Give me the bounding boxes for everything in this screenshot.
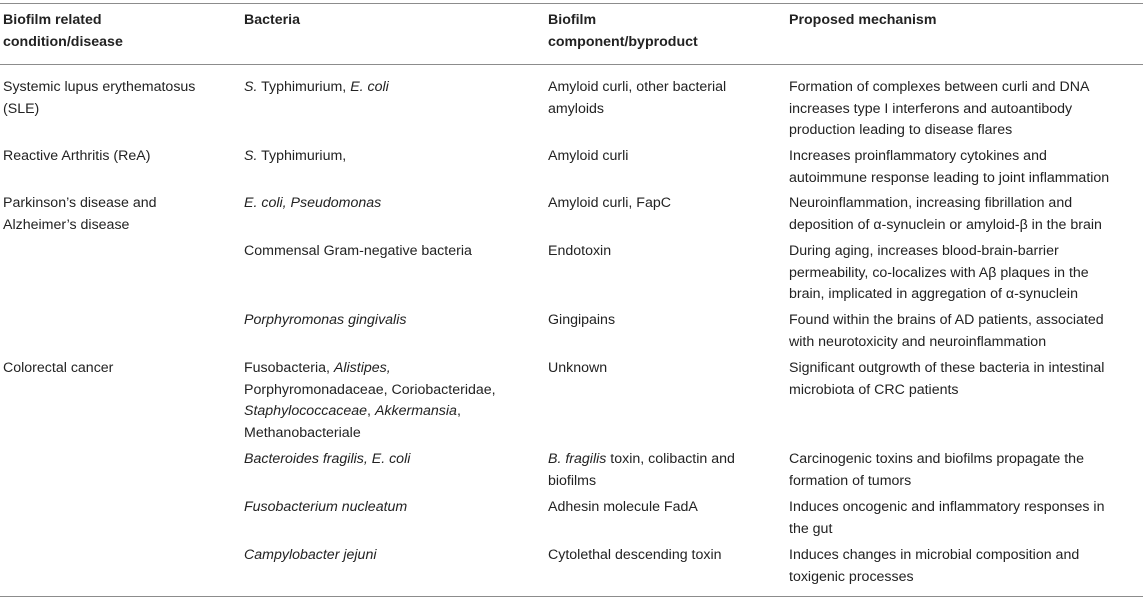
bacteria-cell [244, 310, 406, 332]
cell-line [548, 449, 735, 471]
text-run: Methanobacteriale [244, 424, 361, 441]
mechanism-line: toxigenic processes [789, 568, 914, 585]
cell-line [548, 193, 671, 215]
text-run: Amyloid curli, other bacterial [548, 79, 727, 95]
mechanism-line: Neuroinflammation, increasing fibrillation and [789, 195, 1073, 211]
mechanism-line: Formation of complexes between curli and DNA [789, 79, 1090, 95]
italic-text: E. coli [350, 79, 389, 95]
mechanism-line: increases type I interferons and autoantibody [789, 100, 1073, 117]
cell-line [548, 358, 607, 380]
mechanism-line: Increases proinflammatory cytokines and [789, 148, 1047, 164]
cell-line [244, 497, 407, 519]
mechanism-cell [789, 449, 1084, 492]
cell-line [548, 77, 726, 99]
table-header-rule [0, 64, 1143, 65]
condition-line: (SLE) [3, 100, 40, 117]
mechanism-line: with neurotoxicity and neuroinflammation [789, 333, 1047, 350]
italic-text: Porphyromonas gingivalis [244, 312, 407, 328]
italic-text: Staphylococcaceae [244, 403, 368, 419]
bacteria-cell [244, 146, 346, 168]
component-cell [548, 497, 698, 519]
mechanism-cell [789, 497, 1104, 540]
text-run: , [456, 403, 461, 419]
cell-line [548, 241, 611, 263]
table-top-rule [0, 3, 1143, 4]
header-mechanism-line: Proposed mechanism [789, 12, 937, 28]
text-run: Cytolethal descending toxin [548, 547, 722, 563]
cell-line [244, 241, 472, 263]
mechanism-line: Induces changes in microbial composition and [789, 547, 1080, 563]
mechanism-line: production leading to disease flares [789, 122, 1013, 138]
condition-line: Parkinson’s disease and [3, 195, 157, 211]
condition-line: Colorectal cancer [3, 360, 114, 376]
text-run: Porphyromonadaceae, Coriobacteridae, [244, 381, 496, 398]
italic-text: Alistipes, [333, 360, 391, 376]
header-condition-line: Biofilm related [3, 12, 102, 28]
header-bacteria-line: Bacteria [244, 12, 300, 28]
text-run: Commensal Gram-negative bacteria [244, 243, 472, 259]
mechanism-line: Induces oncogenic and inflammatory responses in [789, 499, 1105, 515]
mechanism-line: brain, implicated in aggregation of α-synuclein [789, 286, 1078, 302]
header-condition-line: condition/disease [3, 33, 123, 50]
mechanism-cell [789, 545, 1079, 588]
header-mechanism [789, 10, 936, 32]
text-run: Amyloid curli [548, 148, 629, 164]
bacteria-cell [244, 193, 381, 215]
bacteria-cell [244, 497, 407, 519]
table-bottom-rule [0, 596, 1143, 597]
cell-line [244, 401, 496, 423]
component-cell [548, 241, 611, 263]
cell-line [244, 423, 496, 445]
mechanism-cell [789, 241, 1089, 306]
mechanism-line: formation of tumors [789, 472, 912, 489]
mechanism-line: Found within the brains of AD patients, associated [789, 312, 1104, 328]
italic-text: Akkermansia [374, 403, 457, 419]
header-component-line: Biofilm [548, 12, 597, 28]
condition-line: Reactive Arthritis (ReA) [3, 148, 151, 164]
mechanism-line: the gut [789, 520, 833, 537]
condition-line: Systemic lupus erythematosus [3, 79, 196, 95]
header-component [548, 10, 698, 53]
italic-text: S. [244, 148, 258, 164]
mechanism-line: autoimmune response leading to joint inflammation [789, 169, 1110, 186]
mechanism-line: Carcinogenic toxins and biofilms propagate the [789, 451, 1084, 467]
text-run: biofilms [548, 472, 597, 489]
header-bacteria [244, 10, 300, 32]
component-cell [548, 193, 671, 215]
cell-line [548, 545, 722, 567]
bacteria-cell [244, 358, 496, 444]
text-run: , [367, 403, 375, 419]
cell-line [548, 310, 615, 332]
cell-line [244, 449, 410, 471]
cell-line [244, 77, 389, 99]
component-cell [548, 545, 722, 567]
cell-line [244, 193, 381, 215]
italic-text: Bacteroides fragilis, E. coli [244, 451, 411, 467]
italic-text: E. coli, Pseudomonas [244, 195, 382, 211]
bacteria-cell [244, 545, 376, 567]
mechanism-cell [789, 310, 1104, 353]
italic-text: S. [244, 79, 258, 95]
text-run: Endotoxin [548, 243, 612, 259]
cell-line [548, 497, 698, 519]
component-cell [548, 449, 735, 492]
mechanism-cell [789, 358, 1104, 401]
condition-crc [3, 358, 113, 380]
condition-rea [3, 146, 150, 168]
condition-line: Alzheimer’s disease [3, 216, 130, 233]
cell-line [244, 358, 496, 380]
header-component-line: component/byproduct [548, 33, 698, 50]
bacteria-cell [244, 241, 472, 263]
text-run: Typhimurium, [257, 79, 351, 95]
text-run: Typhimurium, [257, 148, 347, 164]
text-run: Unknown [548, 360, 608, 376]
text-run: Fusobacteria, [244, 360, 334, 376]
component-cell [548, 310, 615, 332]
header-condition [3, 10, 123, 53]
italic-text: B. fragilis [548, 451, 607, 467]
text-run: Adhesin molecule FadA [548, 499, 698, 515]
cell-line [244, 380, 496, 402]
mechanism-line: During aging, increases blood-brain-barrier [789, 243, 1059, 259]
italic-text: Campylobacter jejuni [244, 547, 377, 563]
component-cell [548, 358, 607, 380]
cell-line [244, 545, 376, 567]
bacteria-cell [244, 449, 410, 471]
text-run: toxin, colibactin and [606, 451, 735, 467]
mechanism-line: deposition of α-synuclein or amyloid-β in the brain [789, 216, 1102, 233]
italic-text: Fusobacterium nucleatum [244, 499, 408, 515]
mechanism-line: permeability, co-localizes with Aβ plaques in the [789, 264, 1089, 281]
text-run: amyloids [548, 100, 604, 117]
condition-pd-ad [3, 193, 157, 236]
component-cell [548, 146, 628, 168]
mechanism-line: Significant outgrowth of these bacteria in intestinal [789, 360, 1105, 376]
cell-line [244, 310, 406, 332]
cell-line [548, 146, 628, 168]
component-cell [548, 77, 726, 120]
cell-line [548, 471, 735, 493]
mechanism-line: microbiota of CRC patients [789, 381, 959, 398]
bacteria-cell [244, 77, 389, 99]
cell-line [244, 146, 346, 168]
cell-line [548, 99, 726, 121]
mechanism-cell [789, 146, 1109, 189]
text-run: Amyloid curli, FapC [548, 195, 671, 211]
text-run: Gingipains [548, 312, 616, 328]
mechanism-cell [789, 193, 1102, 236]
mechanism-cell [789, 77, 1089, 142]
condition-sle [3, 77, 195, 120]
